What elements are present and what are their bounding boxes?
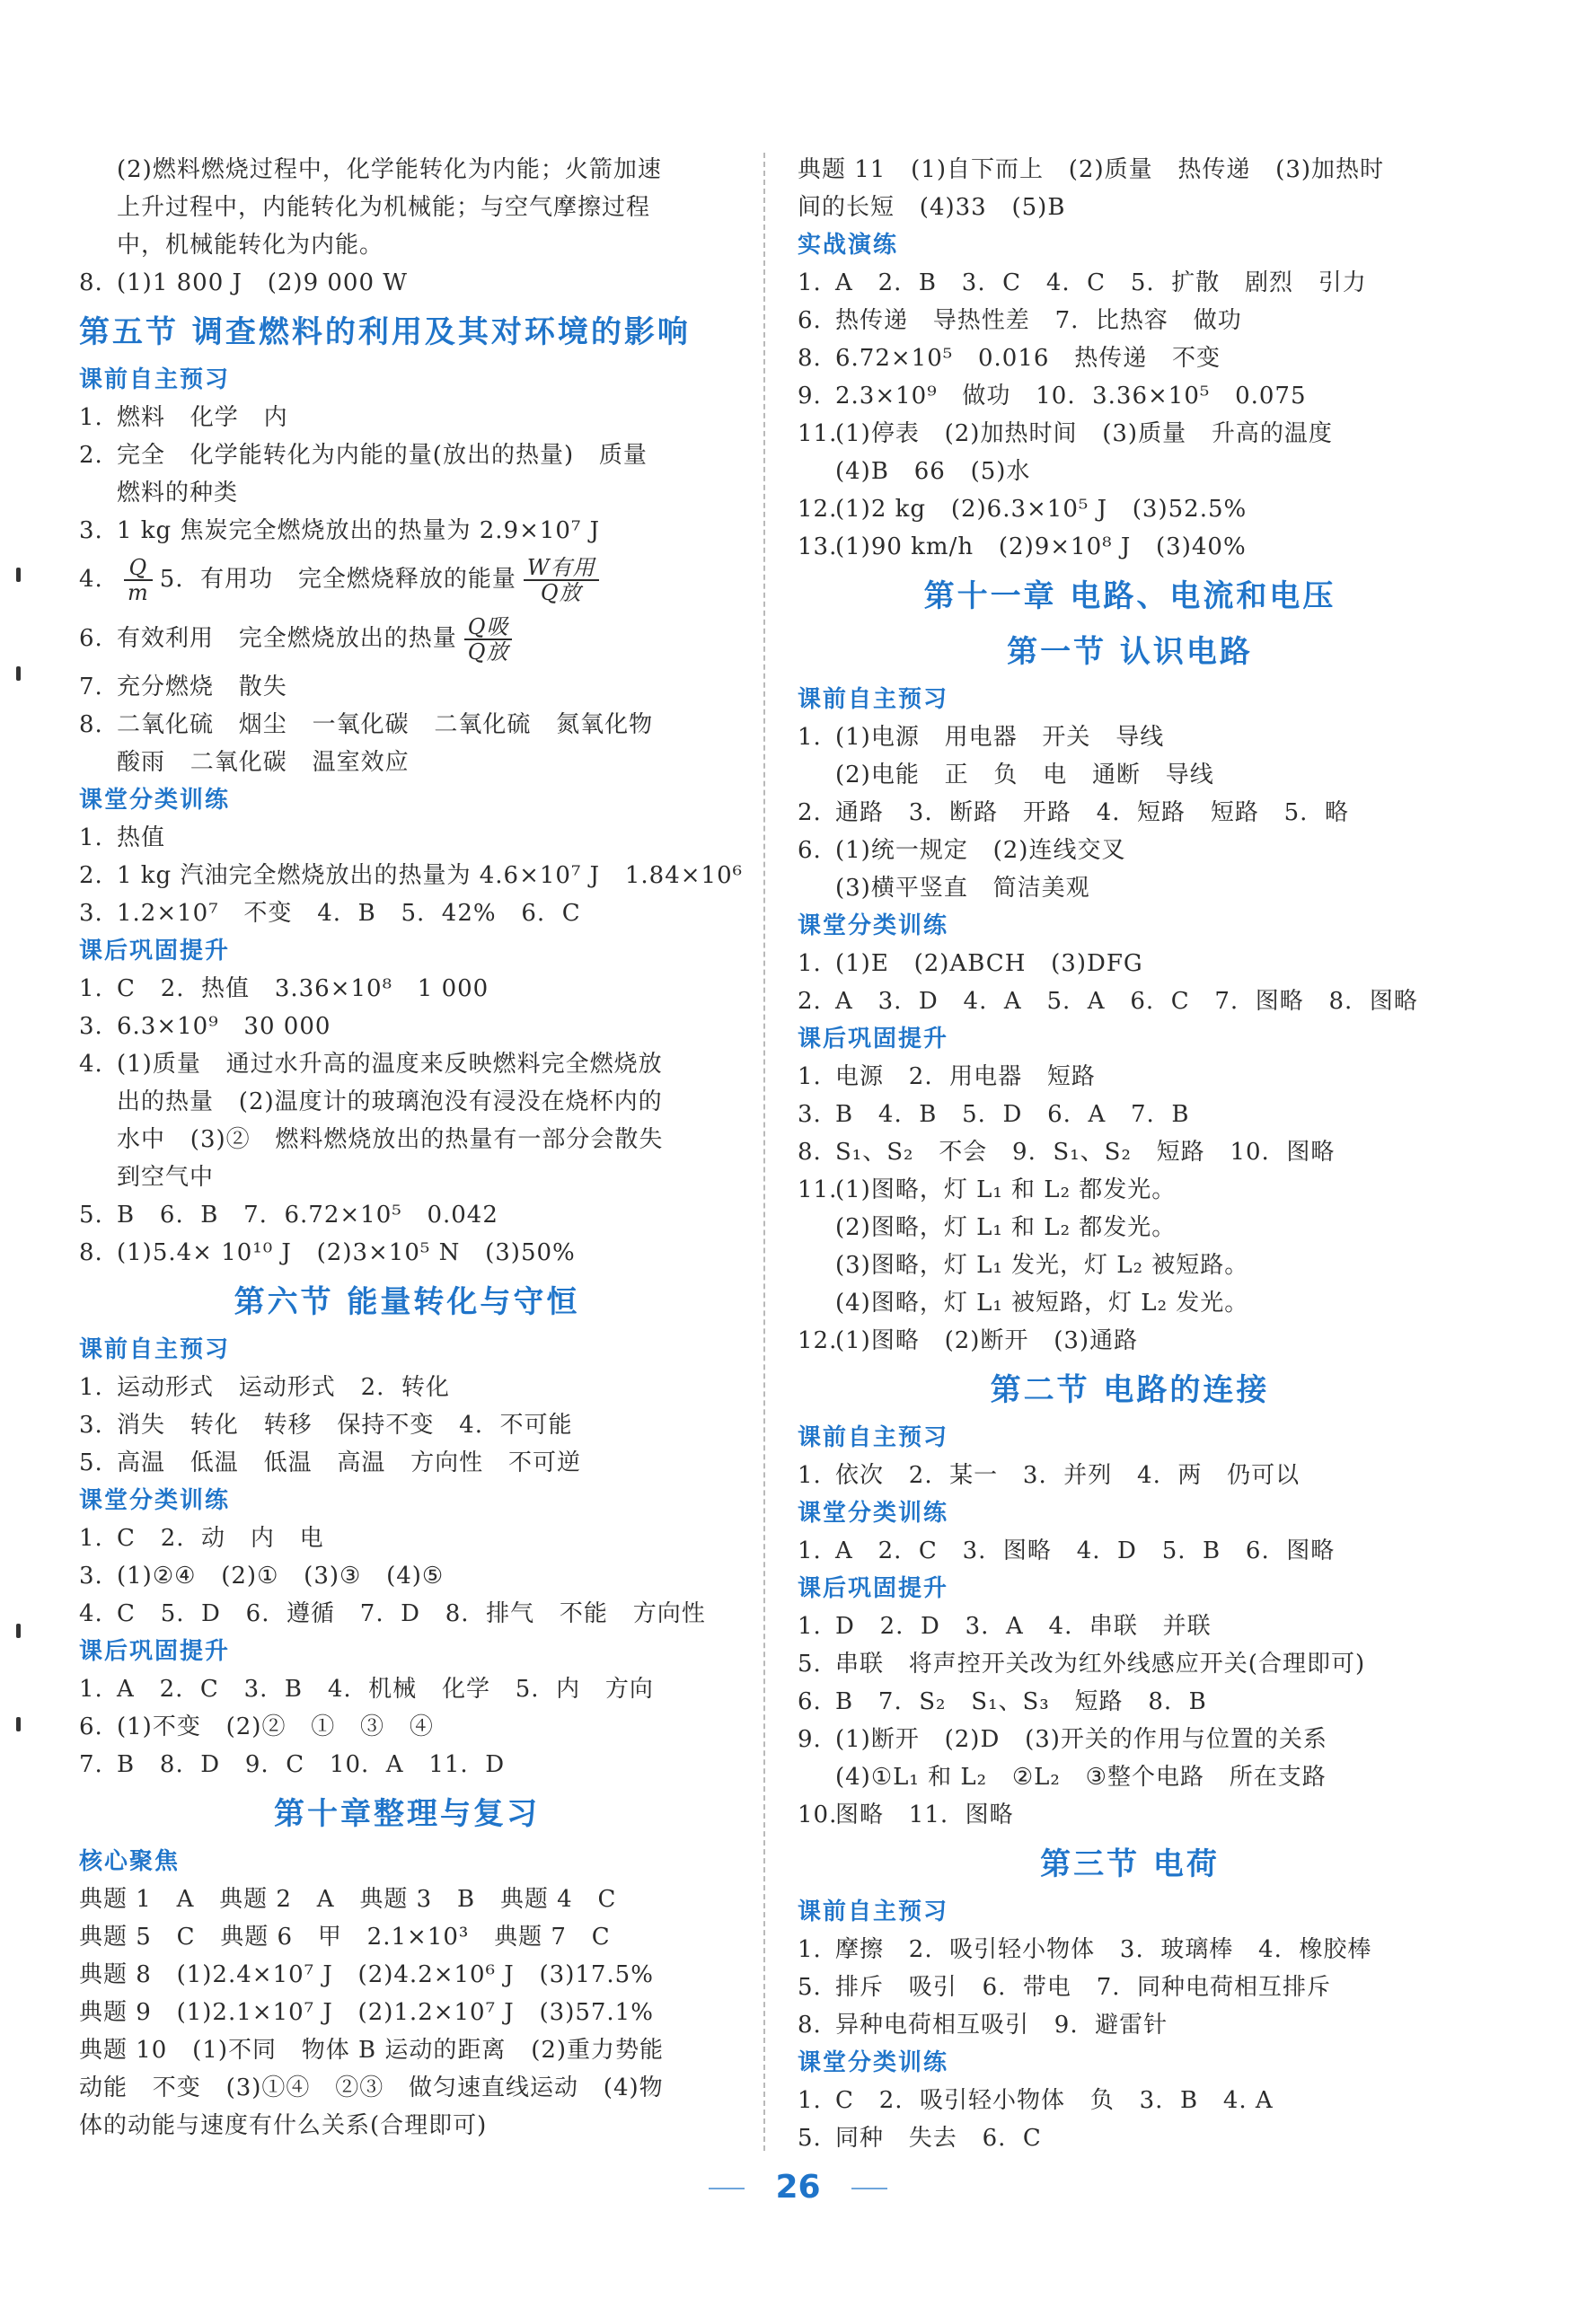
answer-continuation: (2)燃料燃烧过程中，化学能转化为内能；火箭加速 (117, 156, 662, 183)
answer-text: 热值 (117, 824, 166, 851)
answer-line: 典题 10 (1)不同 物体 B 运动的距离 (2)重力势能 (79, 2037, 665, 2064)
question-number: 5. (79, 1449, 103, 1476)
chapter-heading: 第一节 认识电路 (1007, 634, 1253, 670)
answer-text: S₁、S₂ 不会 9. S₁、S₂ 短路 10. 图略 (835, 1139, 1336, 1166)
question-number: 7. (79, 1751, 103, 1778)
section-heading: 课前自主预习 (798, 1424, 949, 1451)
formula-fraction-denominator: Q放 (540, 580, 582, 605)
answer-text: 有效利用 完全燃烧放出的热量 (117, 625, 457, 652)
question-number: 6. (798, 1688, 822, 1715)
answer-continuation: (2)图略，灯 L₁ 和 L₂ 都发光。 (835, 1214, 1177, 1241)
section-heading: 课堂分类训练 (798, 912, 949, 939)
answer-line (798, 832, 1462, 869)
section-heading: 课前自主预习 (79, 366, 231, 393)
answer-text: 1.2×10⁷ 不变 4. B 5. 42% 6. C (117, 900, 581, 927)
question-number: 12. (798, 1327, 838, 1354)
formula-fraction-numerator: Q吸 (464, 615, 513, 640)
answer-text: (1)统一规定 (2)连线交叉 (835, 837, 1126, 864)
answer-text: 通路 3. 断路 开路 4. 短路 短路 5. 略 (835, 799, 1349, 826)
answer-text: 完全 化学能转化为内能的量(放出的热量) 质量 (117, 442, 648, 469)
margin-mark (16, 1717, 21, 1731)
answer-text: A 2. C 3. B 4. 机械 化学 5. 内 方向 (117, 1676, 654, 1703)
question-number: 4. (79, 1051, 103, 1078)
answer-text: B 6. B 7. 6.72×10⁵ 0.042 (117, 1202, 498, 1229)
answer-text: 异种电荷相互吸引 9. 避雷针 (835, 2012, 1168, 2039)
question-number: 1. (798, 1063, 822, 1090)
answer-line (79, 550, 735, 609)
formula-fraction (124, 556, 153, 604)
question-number: 6. (798, 837, 822, 864)
answer-text: 串联 将声控开关改为红外线感应开关(合理即可) (835, 1651, 1366, 1678)
page-number (0, 2169, 1596, 2206)
chapter-heading: 第二节 电路的连接 (990, 1372, 1270, 1408)
answer-continuation: 出的热量 (2)温度计的玻璃泡没有浸没在烧杯内的 (117, 1088, 663, 1115)
answer-text: 运动形式 运动形式 2. 转化 (117, 1374, 450, 1401)
question-number: 8. (798, 345, 822, 372)
answer-text: C 5. D 6. 遵循 7. D 8. 排气 不能 方向性 (117, 1600, 706, 1627)
answer-continuation: 水中 (3)② 燃料燃烧放出的热量有一部分会散失 (117, 1126, 664, 1153)
answer-text: 充分燃烧 散失 (117, 674, 287, 700)
answer-text: 1 kg 焦炭完全燃烧放出的热量为 2.9×10⁷ J (117, 517, 601, 544)
chapter-heading: 第十一章 电路、电流和电压 (923, 578, 1336, 614)
margin-mark (16, 666, 21, 681)
section-heading: 课堂分类训练 (79, 1487, 231, 1514)
section-heading: 课后巩固提升 (79, 938, 231, 965)
answer-text: 电源 2. 用电器 短路 (835, 1063, 1096, 1090)
question-number: 1. (798, 724, 822, 751)
answer-line (798, 945, 1462, 982)
question-number: 1. (798, 1613, 822, 1640)
formula-fraction-numerator: W有用 (524, 556, 599, 581)
question-number: 6. (79, 625, 103, 652)
answer-line (798, 1608, 1462, 1645)
answer-text: (1)质量 通过水升高的温度来反映燃料完全燃烧放 (117, 1051, 663, 1078)
answer-line (79, 1045, 735, 1083)
margin-mark (16, 568, 21, 582)
answer-line (798, 1171, 1462, 1209)
question-number: 8. (798, 2012, 822, 2039)
question-number: 6. (798, 307, 822, 334)
answer-line (79, 1196, 735, 1234)
answer-line: 典题 1 A 典题 2 A 典题 3 B 典题 4 C (79, 1886, 617, 1913)
question-number: 13. (798, 533, 838, 560)
answer-line (798, 1969, 1462, 2006)
page-number-value: 26 (775, 2169, 821, 2206)
chapter-heading: 第三节 电荷 (1040, 1846, 1220, 1882)
right-column (798, 151, 1462, 2157)
answer-text: A 2. C 3. 图略 4. D 5. B 6. 图略 (835, 1537, 1336, 1564)
answer-text: 6.72×10⁵ 0.016 热传递 不变 (835, 345, 1221, 372)
section-heading: 课后巩固提升 (79, 1638, 231, 1665)
answer-text: 热传递 导热性差 7. 比热容 做功 (835, 307, 1242, 334)
answer-text: 燃料 化学 内 (117, 404, 288, 431)
question-number: 4. (79, 1600, 103, 1627)
answer-text: 二氧化硫 烟尘 一氧化碳 二氧化硫 氮氧化物 (117, 711, 654, 738)
page-number-dash-left (709, 2188, 745, 2189)
answer-text: (1)5.4× 10¹⁰ J (2)3×10⁵ N (3)50% (117, 1239, 576, 1266)
answer-text: B 7. S₂ S₁、S₃ 短路 8. B (835, 1688, 1207, 1715)
answer-line (798, 1096, 1462, 1133)
answer-line (79, 1708, 735, 1746)
answer-text: (1)②④ (2)① (3)③ (4)⑤ (117, 1563, 445, 1590)
answer-line: 典题 5 C 典题 6 甲 2.1×10³ 典题 7 C (79, 1924, 611, 1951)
answer-text: C 2. 吸引轻小物体 负 3. B 4. A (835, 2087, 1274, 2114)
answer-text: B 8. D 9. C 10. A 11. D (117, 1751, 506, 1778)
question-number: 1. (798, 2087, 822, 2114)
answer-text: 排斥 吸引 6. 带电 7. 同种电荷相互排斥 (835, 1974, 1332, 2001)
answer-continuation: 酸雨 二氧化碳 温室效应 (117, 749, 410, 776)
answer-line (79, 970, 735, 1008)
question-number: 8. (79, 1239, 103, 1266)
left-column (79, 151, 744, 2145)
chapter-heading: 第五节 调查燃料的利用及其对环境的影响 (79, 314, 691, 350)
question-number: 3. (79, 1013, 103, 1040)
answer-line (798, 794, 1462, 832)
answer-line (79, 668, 735, 706)
answer-text: (1)电源 用电器 开关 导线 (835, 724, 1165, 751)
answer-text: 消失 转化 转移 保持不变 4. 不可能 (117, 1412, 573, 1439)
answer-line (79, 819, 735, 857)
question-number: 1. (79, 404, 103, 431)
question-number: 1. (79, 1525, 103, 1552)
answer-text: 2.3×10⁹ 做功 10. 3.36×10⁵ 0.075 (835, 383, 1307, 410)
answer-continuation: 上升过程中，内能转化为机械能；与空气摩擦过程 (117, 194, 651, 221)
section-heading: 课堂分类训练 (798, 1500, 949, 1527)
question-number: 8. (798, 1139, 822, 1166)
section-heading: 课前自主预习 (798, 686, 949, 713)
answer-line (798, 718, 1462, 756)
answer-line (798, 415, 1462, 453)
answer-text: (1)E (2)ABCH (3)DFG (835, 950, 1143, 977)
answer-text: 5. 有用功 完全燃烧释放的能量 (159, 566, 516, 593)
answer-continuation: (4)①L₁ 和 L₂ ②L₂ ③整个电路 所在支路 (835, 1764, 1327, 1791)
answer-text: 依次 2. 某一 3. 并列 4. 两 仍可以 (835, 1462, 1301, 1489)
chapter-heading: 第六节 能量转化与守恒 (234, 1284, 580, 1320)
answer-line: 典题 9 (1)2.1×10⁷ J (2)1.2×10⁷ J (3)57.1% (79, 1999, 654, 2026)
answer-text: C 2. 热值 3.36×10⁸ 1 000 (117, 975, 489, 1002)
answer-line: 体的动能与速度有什么关系(合理即可) (79, 2112, 488, 2139)
answer-text: 1 kg 汽油完全燃烧放出的热量为 4.6×10⁷ J 1.84×10⁶ (117, 862, 744, 889)
answer-line (798, 1058, 1462, 1096)
answer-line (79, 1670, 735, 1708)
question-number: 9. (798, 1726, 822, 1753)
answer-line (798, 1322, 1462, 1360)
answer-line (798, 1532, 1462, 1570)
question-number: 3. (79, 1563, 103, 1590)
answer-line (798, 2006, 1462, 2044)
question-number: 1. (79, 1374, 103, 1401)
question-number: 7. (79, 674, 103, 700)
question-number: 3. (79, 517, 103, 544)
question-number: 2. (79, 442, 103, 469)
answer-line (798, 528, 1462, 566)
section-heading: 课前自主预习 (79, 1336, 231, 1363)
answer-text: (1)停表 (2)加热时间 (3)质量 升高的温度 (835, 420, 1333, 447)
answer-line (798, 1683, 1462, 1721)
question-number: 6. (79, 1713, 103, 1740)
answer-continuation: 到空气中 (117, 1164, 215, 1191)
answer-text: 图略 11. 图略 (835, 1801, 1014, 1828)
question-number: 1. (798, 1462, 822, 1489)
answer-line (79, 1557, 735, 1595)
answer-continuation: (3)图略，灯 L₁ 发光，灯 L₂ 被短路。 (835, 1252, 1249, 1279)
answer-continuation: (2)电能 正 负 电 通断 导线 (835, 762, 1214, 788)
question-number: 2. (798, 799, 822, 826)
question-number: 11. (798, 420, 838, 447)
question-number: 1. (798, 269, 822, 296)
answer-line (79, 264, 735, 302)
formula-fraction (524, 556, 599, 604)
answer-line (79, 512, 735, 550)
question-number: 5. (798, 1974, 822, 2001)
question-number: 3. (79, 1412, 103, 1439)
question-number: 5. (798, 2125, 822, 2152)
section-heading: 实战演练 (798, 232, 899, 259)
answer-line (798, 302, 1462, 339)
answer-line (798, 377, 1462, 415)
formula-fraction (464, 615, 513, 664)
answer-line (79, 1746, 735, 1784)
question-number: 4. (79, 566, 103, 593)
answer-line (79, 1008, 735, 1045)
answer-line (79, 1444, 735, 1482)
answer-line (79, 894, 735, 932)
answer-line (798, 1721, 1462, 1758)
question-number: 1. (79, 1676, 103, 1703)
answer-text: A 3. D 4. A 5. A 6. C 7. 图略 8. 图略 (835, 988, 1418, 1015)
question-number: 3. (79, 900, 103, 927)
question-number: 1. (79, 975, 103, 1002)
section-heading: 课堂分类训练 (79, 787, 231, 814)
answer-text: (1)图略，灯 L₁ 和 L₂ 都发光。 (835, 1176, 1177, 1203)
answer-line (79, 1234, 735, 1272)
answer-text: (1)90 km/h (2)9×10⁸ J (3)40% (835, 533, 1247, 560)
answer-line: 典题 8 (1)2.4×10⁷ J (2)4.2×10⁶ J (3)17.5% (79, 1961, 654, 1988)
answer-line: 动能 不变 (3)①④ ②③ 做匀速直线运动 (4)物 (79, 2074, 664, 2101)
question-number: 5. (798, 1651, 822, 1678)
question-number: 1. (798, 1936, 822, 1963)
question-number: 11. (798, 1176, 838, 1203)
answer-line (798, 1645, 1462, 1683)
answer-line (798, 982, 1462, 1020)
answer-line (79, 1519, 735, 1557)
answer-text: (1)不变 (2)② ① ③ ④ (117, 1713, 434, 1740)
answer-line (79, 1595, 735, 1633)
answer-line (79, 1369, 735, 1406)
question-number: 1. (798, 950, 822, 977)
answer-line (798, 2082, 1462, 2119)
formula-fraction-numerator: Q (124, 556, 153, 581)
answer-text: (1)1 800 J (2)9 000 W (117, 269, 408, 296)
answer-line (79, 857, 744, 894)
answer-text: 高温 低温 低温 高温 方向性 不可逆 (117, 1449, 581, 1476)
answer-continuation: 燃料的种类 (117, 480, 239, 506)
section-heading: 课后巩固提升 (798, 1026, 949, 1053)
question-number: 10. (798, 1801, 838, 1828)
section-heading: 课堂分类训练 (798, 2049, 949, 2076)
question-number: 2. (79, 862, 103, 889)
question-number: 9. (798, 383, 822, 410)
answer-line (798, 339, 1462, 377)
answer-text: 6.3×10⁹ 30 000 (117, 1013, 331, 1040)
margin-mark (16, 1624, 21, 1638)
answer-line: 典题 11 (1)自下而上 (2)质量 热传递 (3)加热时 (798, 156, 1385, 183)
answer-line (79, 399, 735, 436)
formula-fraction-denominator: Q放 (467, 639, 509, 665)
answer-line (798, 1133, 1462, 1171)
answer-line (798, 1931, 1462, 1969)
column-divider (763, 153, 765, 2151)
answer-line (798, 1457, 1462, 1494)
section-heading: 核心聚焦 (79, 1848, 181, 1875)
answer-line (79, 1406, 735, 1444)
answer-line (798, 1796, 1462, 1834)
question-number: 8. (79, 711, 103, 738)
answer-continuation: 中，机械能转化为内能。 (117, 232, 384, 259)
formula-fraction-denominator: m (128, 580, 149, 605)
answer-line (798, 264, 1462, 302)
question-number: 1. (79, 824, 103, 851)
answer-continuation: (4)B 66 (5)水 (835, 458, 1031, 485)
answer-continuation: (3)横平竖直 简洁美观 (835, 875, 1090, 902)
question-number: 5. (79, 1202, 103, 1229)
answer-line (79, 609, 735, 668)
answer-line: 间的长短 (4)33 (5)B (798, 194, 1066, 221)
section-heading: 课前自主预习 (798, 1898, 949, 1925)
answer-text: B 4. B 5. D 6. A 7. B (835, 1101, 1190, 1128)
question-number: 2. (798, 988, 822, 1015)
answer-text: (1)2 kg (2)6.3×10⁵ J (3)52.5% (835, 496, 1248, 523)
chapter-heading: 第十章整理与复习 (274, 1796, 540, 1832)
answer-text: (1)断开 (2)D (3)开关的作用与位置的关系 (835, 1726, 1327, 1753)
section-heading: 课后巩固提升 (798, 1575, 949, 1602)
answer-line (798, 490, 1462, 528)
answer-line (798, 2119, 1462, 2157)
question-number: 12. (798, 496, 838, 523)
question-number: 3. (798, 1101, 822, 1128)
answer-line (79, 706, 735, 744)
answer-text: 摩擦 2. 吸引轻小物体 3. 玻璃棒 4. 橡胶棒 (835, 1936, 1372, 1963)
answer-text: C 2. 动 内 电 (117, 1525, 324, 1552)
answer-text: (1)图略 (2)断开 (3)通路 (835, 1327, 1139, 1354)
answer-continuation: (4)图略，灯 L₁ 被短路，灯 L₂ 发光。 (835, 1290, 1249, 1317)
question-number: 8. (79, 269, 103, 296)
answer-text: A 2. B 3. C 4. C 5. 扩散 剧烈 引力 (835, 269, 1367, 296)
answer-text: D 2. D 3. A 4. 串联 并联 (835, 1613, 1212, 1640)
answer-text: 同种 失去 6. C (835, 2125, 1042, 2152)
answer-line (79, 436, 735, 474)
page-number-dash-right (851, 2188, 887, 2189)
question-number: 1. (798, 1537, 822, 1564)
